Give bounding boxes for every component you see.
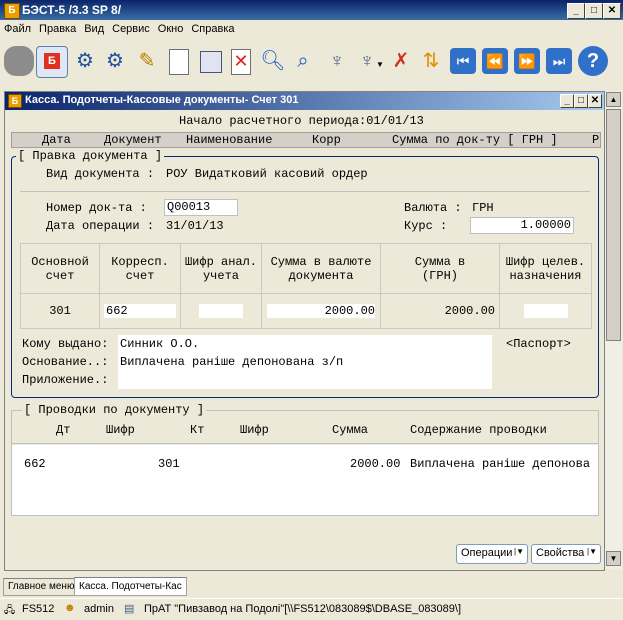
grid-sum-uah: 2000.00 [381,294,500,329]
server-name: FS512 [22,603,55,615]
properties-label: Свойства [536,547,585,559]
posting-dt[interactable]: 662 [24,457,46,471]
col-r[interactable]: Р [592,133,600,147]
window-minimize-button[interactable]: _ [560,94,574,108]
app-title: БЭСТ-5 /3.3 SP 8/ [22,3,122,17]
postings-group [11,403,599,516]
sort-icon[interactable]: ⇅ [422,50,440,72]
status-bar [0,598,623,619]
posting-header-kt: Кт [190,423,205,437]
posting-header-dt: Дт [56,423,71,437]
dropdown-arrow-icon: |▼ [587,547,597,556]
basis-label: Основание..: [22,355,109,369]
help-icon[interactable]: ? [578,46,608,76]
grid-main-account: 301 [21,294,100,329]
postings-group-label: [ Проводки по документу ] [24,403,205,417]
tab-main-menu[interactable]: Главное меню [3,578,79,596]
col-date[interactable]: Дата [42,133,71,147]
operation-date-label: Дата операции : [46,219,155,233]
passport-link[interactable]: <Паспорт> [506,337,571,351]
currency-label: Валюта : [404,201,462,215]
scroll-thumb[interactable] [606,109,621,341]
main-scrollbar[interactable] [604,91,622,569]
divider [20,191,590,192]
rate-field[interactable]: 1.00000 [470,217,574,234]
divider [12,443,598,444]
dropdown-arrow-icon[interactable]: ▼ [376,60,384,69]
operation-date-field[interactable]: 31/01/13 [166,219,224,233]
doc-type-value: РОУ Видатковий касовий ордер [166,167,368,181]
properties-button[interactable] [531,544,601,564]
next-icon[interactable]: ⏩ [514,48,540,74]
edit-group-label: [ Правка документа ] [18,149,163,163]
col-name[interactable]: Наименование [186,133,273,147]
operations-button[interactable] [456,544,528,564]
edit-icon[interactable]: ✎ [138,50,156,72]
corr-account-field[interactable]: 662 [104,304,176,318]
last-icon[interactable]: ⏭ [546,48,572,74]
posting-header-content: Содержание проводки [410,423,547,437]
server-icon: 🖧 [4,605,16,616]
accounts-grid [20,243,592,329]
col-sum[interactable]: Сумма по док-ту [ ГРН ] [392,133,558,147]
posting-header-sum: Сумма [332,423,369,437]
menu-help[interactable]: Справка [191,23,235,35]
document-b-icon[interactable]: Б [36,46,68,78]
window-title: Касса. Подотчеты-Кассовые документы- Счет 301 [25,94,299,106]
menu-service[interactable]: Сервис [112,23,150,35]
issued-to-label: Кому выдано: [22,337,109,351]
purpose-code-field[interactable] [524,304,568,318]
window-title-bar [5,92,604,110]
menu-window[interactable]: Окно [157,23,184,35]
delete-icon[interactable]: ✕ [226,46,256,76]
list-column-header [11,132,601,148]
grid-header-main-account: Основной счет [21,244,100,294]
minimize-button[interactable]: _ [567,3,585,19]
menu-edit[interactable]: Правка [39,23,77,35]
filter-dropdown-icon[interactable]: ♆ [359,50,375,72]
sum-currency-field[interactable]: 2000.00 [267,304,375,318]
menu-bar [0,21,623,39]
posting-content[interactable]: Виплачена раніше депонова [410,457,591,471]
close-button[interactable]: ✕ [603,3,621,19]
posting-header-code2: Шифр [240,423,269,437]
grid-analytic-code[interactable] [181,294,262,329]
clear-filter-icon[interactable]: ✗ [392,50,410,72]
attachment-label: Приложение.: [22,373,109,387]
postings-list [12,445,598,515]
analytic-code-field[interactable] [199,304,243,318]
doc-number-field[interactable]: Q00013 [164,199,238,216]
currency-value: ГРН [472,201,494,215]
grid-header-sum-currency: Сумма в валюте документа [262,244,381,294]
scroll-up-icon[interactable]: ▲ [606,92,621,107]
find-icon[interactable]: 🔍︎ [260,50,286,72]
grid-header-sum-uah: Сумма в (ГРН) [381,244,500,294]
window-tabs-bar [0,576,623,596]
basis-field[interactable]: Виплачена раніше депонована з/п [120,355,344,369]
maximize-button[interactable]: □ [585,3,603,19]
posting-kt[interactable]: 301 [158,457,180,471]
save-icon[interactable] [196,46,226,76]
col-document[interactable]: Документ [104,133,162,147]
app-logo-icon: Б [4,3,20,19]
find-next-icon[interactable]: ⌕ [297,50,309,72]
plug-icon[interactable] [4,46,34,76]
filter-icon[interactable]: ♆ [329,50,345,72]
gears-run-icon[interactable]: ⚙ [106,50,124,72]
menu-view[interactable]: Вид [84,23,105,35]
window-close-button[interactable]: ✕ [588,94,602,108]
scroll-down-icon[interactable]: ▼ [606,551,621,566]
menu-file[interactable]: Файл [4,23,32,35]
grid-corr-account[interactable] [100,294,181,329]
col-corr[interactable]: Корр [312,133,341,147]
grid-purpose-code[interactable] [500,294,592,329]
doc-type-label: Вид документа : [46,167,155,181]
grid-sum-currency[interactable] [262,294,381,329]
doc-number-label: Номер док-та : [46,201,147,215]
tab-cash-documents[interactable]: Касса. Подотчеты-Кас [74,577,187,596]
grid-header-analytic-code: Шифр анал. учета [181,244,262,294]
company-path: ПрАТ "Пивзавод на Подолі"[\\FS512\083089$\DBASE_083089\] [144,603,462,615]
edit-document-group [11,149,599,398]
window-logo-icon: Б [8,94,22,108]
gears-icon[interactable]: ⚙ [76,50,94,72]
grid-header-purpose-code: Шифр целев. назначения [500,244,592,294]
toolbar [0,40,623,86]
period-label: Начало расчетного периода:01/01/13 [179,114,424,128]
window-maximize-button[interactable]: □ [574,94,588,108]
prev-icon[interactable]: ⏪ [482,48,508,74]
posting-header-code1: Шифр [106,423,135,437]
new-doc-icon[interactable] [164,46,194,76]
first-icon[interactable]: ⏮ [450,48,476,74]
posting-sum[interactable]: 2000.00 [350,457,401,471]
rate-label: Курс : [404,219,448,233]
dropdown-arrow-icon: |▼ [514,547,524,556]
cash-documents-window [4,91,605,571]
user-name: admin [84,603,114,615]
user-icon: ☻ [64,602,76,614]
operations-label: Операции [461,547,513,559]
issued-to-field[interactable]: Синник О.О. [120,337,200,351]
app-title-bar [0,0,623,20]
grid-header-corr-account: Корресп. счет [100,244,181,294]
database-icon: ▤ [124,603,135,615]
